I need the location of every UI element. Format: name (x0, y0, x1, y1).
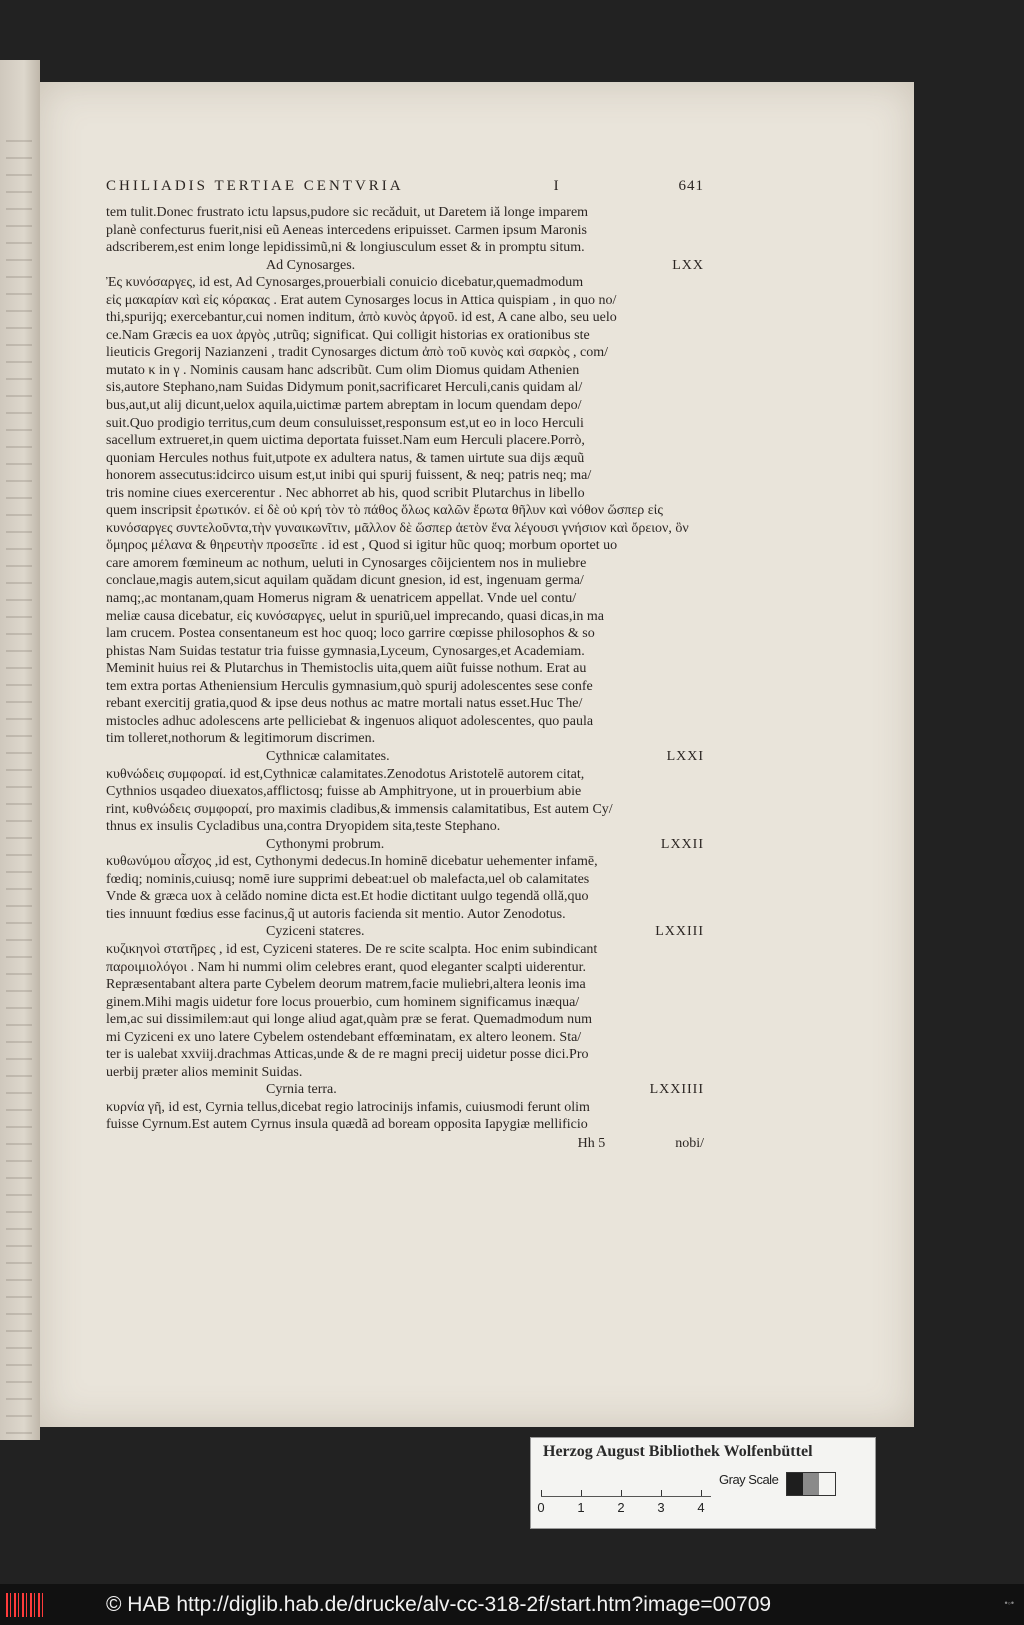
ruler-tick (701, 1490, 702, 1496)
text-line: bus,aut,ut alij dicunt,uelox aquila,uictimæ partem abreptam in locum quendam depo/ (106, 398, 582, 414)
text-line: lem,ac sui dissimilem:aut qui longe aliud agat,quàm præ se ferat. Quemadmodum num (106, 1012, 593, 1028)
proverb-heading (106, 748, 704, 766)
page-footer (106, 1136, 704, 1154)
text-line: Cythnios usqadeo diuexatos,afflictosq; fuisse ab Amphitryone, ut in prouerbium abie (106, 784, 582, 800)
text-line: rint, κυθνώδεις συμφοραί, pro maximis cladibus,& immensis calamitatibus, Est autem Cy/ (106, 801, 613, 817)
text-line: sacellum extrueret,in quem uictima deportata fuisset.Nam eum Herculi placere.Porrò, (106, 433, 585, 449)
ruler-tick-label: 4 (697, 1500, 705, 1515)
text-line: lieuticis Gregorij Nazianzeni , tradit Cynosarges dictum ἀπὸ τοῦ κυνὸς καὶ σαρκὸς , com/ (106, 345, 609, 361)
catchword: nobi/ (675, 1135, 704, 1151)
text-line: care amorem fœmineum ac nothum, ueluti in Cynosarges cõijcientem nos in muliebre (106, 555, 587, 571)
text-line: tem tulit.Donec frustrato ictu lapsus,pudore sic recăduit, ut Daretem iă longe imparem (106, 205, 589, 220)
proverb-title: Cythonymi probrum. (266, 836, 385, 852)
proverb-heading (106, 1081, 704, 1099)
text-line: ὅμηρος μέλανα & θηρευτὴν προσεῖπε . id est , Quod si igitur hũc quoq; morbum oportet uo (106, 538, 618, 554)
proverb-title: Cyrnia terra. (266, 1082, 337, 1098)
text-line: ginem.Mihi magis uidetur fore locus prouerbio, cum hominem significamus inæqua/ (106, 994, 580, 1010)
library-name: Herzog August Bibliothek Wolfenbüttel (543, 1443, 813, 1460)
ruler-tick (581, 1490, 582, 1496)
text-line: lam crucem. Postea consentaneum est hoc quoq; loco garrire cœpisse philosophos & so (106, 626, 595, 642)
folio-number: 641 (678, 178, 704, 194)
text-line: tris nomine ciues exercerentur . Nec abhorret ab his, quod scribit Plutarchus in libello (106, 485, 585, 501)
text-line: planè confecturus fuerit,nisi eũ Aeneas intercedens eripuisset. Carmen ipsum Maronis (106, 222, 587, 238)
ruler-tick-label: 3 (657, 1500, 665, 1515)
text-line: mi Cyziceni ex uno latere Cybelem ostendebant effœminatam, ex altero leonem. Sta/ (106, 1029, 582, 1045)
swatch-patch (819, 1473, 835, 1495)
proverb-title: Ad Cynosarges. (266, 257, 356, 273)
ruler-tick (661, 1490, 662, 1496)
ruler-scale (537, 1470, 711, 1515)
ruler-tick-label: 0 (537, 1500, 545, 1515)
status-dots: •◦• (1004, 1598, 1014, 1608)
ruler-tick (621, 1490, 622, 1496)
text-line: rebant exercitij gratia,quod & ipse deus nothus ac matre mortali natus esset.Huc The/ (106, 696, 583, 712)
page-text-block (106, 178, 704, 1154)
text-line: quem inscripsit ἐρωτικόν. εἰ δὲ οὐ κρή τὸν τὸ πάθος ὅλως καλῶν ἔρωτα θῆλυν καὶ νόθον ὥσπερ εἰς (106, 503, 663, 519)
text-line: thi,spurijq; exercebantur,cui nomen inditum, ἀπὸ κυνὸς ἀργοῦ. id est, A cane albo, seu uelo (106, 310, 617, 326)
text-line: meliæ causa dicebatur, εἰς κυνόσαργες, uelut in spuriũ,uel imprecando, quasi dicas,in ma (106, 608, 604, 624)
text-line: ties innuunt fœdius esse facinus,q̃ ut autoris facienda sit mentio. Autor Zenodotus. (106, 906, 566, 922)
text-line: εἰς μακαρίαν καὶ εἰς κόρακας . Erat autem Cynosarges locus in Attica quispiam , in quo no/ (106, 292, 617, 308)
ruler-tick-label: 1 (577, 1500, 585, 1515)
ruler-tick-label: 2 (617, 1500, 625, 1515)
proverb-number: LXXIII (655, 924, 704, 940)
text-line: κυθωνύμου αἶσχος ,id est, Cythonymi dedecus.In hominē dicebatur uehementer infamē, (106, 854, 598, 870)
text-line: thnus ex insulis Cycladibus una,contra Dryopidem sita,teste Stephano. (106, 819, 501, 835)
text-line: mistocles adhuc adolescens arte pelliciebat & ingenuos aliquot adolescentes, quo paula (106, 713, 594, 729)
proverb-title: Cythnicæ calamitates. (266, 748, 390, 764)
text-line: namq;,ac montanam,quam Homerus nigram & uenatricem appellat. Vnde uel contu/ (106, 591, 577, 607)
text-line: fuisse Cyrnum.Est autem Cyrnus insula quædã ad boream opposita Iapygiæ mellificio (106, 1117, 588, 1133)
signature-mark: Hh 5 (577, 1135, 606, 1151)
text-line: Vnde & græca uox à celădo nomine dicta est.Et hodie dictitant uulgo tegendă ollă,quo (106, 889, 589, 905)
running-head-title: CHILIADIS TERTIAE CENTVRIA (106, 178, 404, 194)
text-line: ce.Nam Græcis ea uox ἀργὸς ,utrũq; significat. Qui colligit historias ex orationibus ste (106, 327, 590, 343)
text-line: κυζικηνοὶ στατῆρες , id est, Cyziceni stateres. De re scite scalpta. Hoc enim subindicant (106, 941, 598, 957)
facing-page-edge (0, 60, 40, 1440)
text-line: uerbij præter alios meminit Suidas. (106, 1064, 303, 1080)
text-line: tim tolleret,nothorum & legitimorum discrimen. (106, 731, 376, 747)
status-bar (0, 1584, 1024, 1625)
proverb-number: LXXII (660, 836, 704, 852)
swatch-patch (787, 1473, 803, 1495)
text-line: παροιμιολόγοι . Nam hi nummi olim celebres erant, quod eleganter scalpti uiderentur. (106, 959, 587, 975)
gray-scale-swatch (786, 1472, 836, 1496)
proverb-title: Cyziceni statєres. (266, 924, 365, 940)
source-url-text: © HAB http://diglib.hab.de/drucke/alv-cc-318-2f/start.htm?image=00709 (106, 1592, 772, 1616)
gray-scale-label: Gray Scale (719, 1472, 779, 1487)
text-line: Ἐς κυνόσαργες, id est, Ad Cynosarges,prouerbiali conuicio dicebatur,quemadmodum (106, 275, 584, 291)
text-line: Meminit huius rei & Plutarchus in Themistoclis uita,quem aiũt fuisse nothum. Erat au (106, 661, 587, 677)
proverb-heading (106, 836, 704, 854)
text-line: suit.Quo prodigio territus,cum deum consuluisset,responsum est,ut eo in loco Herculi (106, 415, 584, 431)
library-color-target-card (530, 1437, 876, 1529)
text-lines (106, 204, 704, 1134)
text-line: phistas Nam Suidas testatur tria fuisse gymnasia,Lyceum, Cynosarges,et Academiam. (106, 643, 585, 659)
swatch-patch (803, 1473, 819, 1495)
text-line: sis,autore Stephano,nam Suidas Didymum ponit,sacrificaret Herculi,canis quidam al/ (106, 380, 583, 396)
text-line: ter is ualebat xxviij.drachmas Atticas,unde & de re magni precij uidetur posse dici.Pro (106, 1047, 589, 1063)
header-signature: I (553, 178, 559, 194)
proverb-number: LXX (672, 257, 704, 273)
proverb-number: LXXIIII (649, 1082, 704, 1098)
text-line: mutato κ in γ . Nominis causam hanc adscribũt. Cum olim Diomus quidam Athenien (106, 362, 580, 378)
proverb-heading (106, 257, 704, 275)
barcode-icon (6, 1593, 46, 1617)
ruler-tick (541, 1490, 542, 1496)
text-line: tem extra portas Atheniensium Herculis gymnasium,quò spurij adolescentes sese confe (106, 678, 593, 694)
text-line: κυθνώδεις συμφοραί. id est,Cythnicæ calamitates.Zenodotus Aristotelē autorem citat, (106, 766, 585, 782)
text-line: honorem assecutus:idcirco uisum est,ut inibi qui spurij fuissent, & neq; patris neq; ma/ (106, 468, 592, 484)
proverb-number: LXXI (666, 748, 704, 764)
text-line: Repræsentabant altera parte Cybelem deorum matrem,facie muliebri,altera leonis ima (106, 977, 586, 993)
text-line: quoniam Hercules nothus fuit,utpote ex adultera natus, & tamen uirtute sua dijs æquũ (106, 450, 585, 466)
text-line: adscriberem,est enim longe lepidissimũ,ni & longiusculum esset & in promptu situm. (106, 240, 585, 256)
running-header (106, 178, 704, 202)
text-line: κυρνία γῆ, id est, Cyrnia tellus,dicebat regio latrocinijs infamis, cuiusmodi ferunt olim (106, 1099, 590, 1115)
text-line: fœdiq; nominis,cuiusq; nomē iure supprimi debeat:uel ob malefacta,uel ob calamitates (106, 871, 590, 887)
facing-page-text-bleed (6, 140, 32, 1440)
text-line: conclaue,magis autem,sicut aquilam quădam dicunt gnesion, id est, ingenuam germa/ (106, 573, 584, 589)
proverb-heading (106, 923, 704, 941)
text-line: κυνόσαργες συντελοῦντα,τὴν γυναικωνῖτιν, μᾶλλον δὲ ὥσπερ ἀετὸν ἕνα λέγουσι γνήσιον καὶ ὄρειον, ὃν (106, 520, 689, 536)
